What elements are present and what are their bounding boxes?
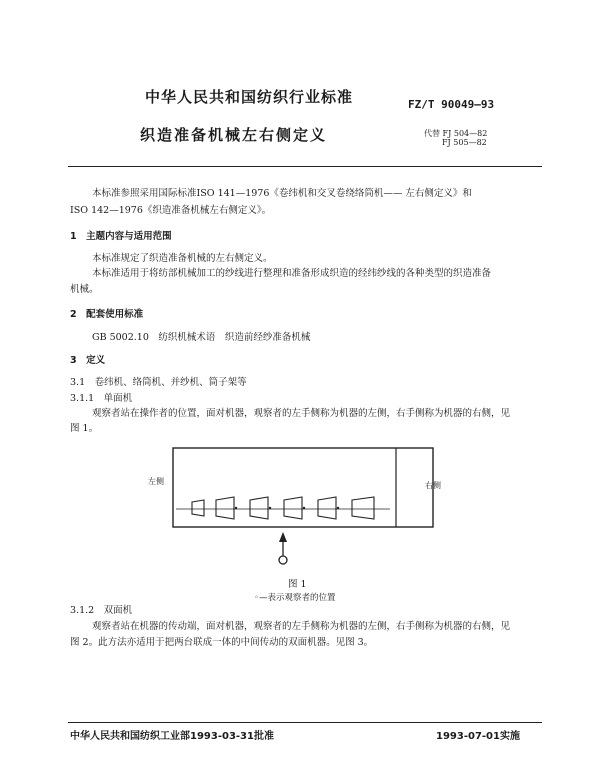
approval-info: 中华人民共和国纺织工业部1993-03-31批准 [70, 731, 274, 742]
section-2-reference: GB 5002.10 纺织机械术语 织造前经纱准备机械 [92, 332, 311, 343]
section-3-1-1-line-1: 观察者站在操作者的位置，面对机器，观察者的左手侧称为机器的左侧，右手侧称为机器的右侧，见 [92, 408, 511, 419]
section-1-para-2-line-2: 机械。 [70, 284, 99, 295]
intro-line-2: ISO 142—1976《织造准备机械左右侧定义》。 [70, 205, 272, 216]
intro-line-1: 本标准参照采用国际标准ISO 141—1976《卷纬机和交叉卷绕络筒机—— 左右侧定义》和 [92, 188, 472, 199]
figure-1-caption: 图 1 [288, 579, 307, 590]
bobbin-5 [318, 497, 336, 519]
machine-frame [173, 448, 433, 527]
bobbin-3 [250, 497, 268, 519]
figure-1-legend: ◦—表示观察者的位置 [254, 593, 336, 603]
observer-arrow-head [279, 532, 287, 542]
right-side-label: 右侧 [425, 481, 441, 490]
section-2-heading: 2 配套使用标准 [70, 309, 144, 320]
observer-position-icon [279, 556, 287, 564]
section-3-1-2-heading: 3.1.2 双面机 [70, 605, 133, 616]
standard-type: 中华人民共和国纺织行业标准 [145, 88, 354, 106]
section-3-1-1-line-2: 图 1。 [70, 423, 99, 434]
figure-1-diagram [140, 446, 450, 576]
section-1-para-1: 本标准规定了织造准备机械的左右侧定义。 [92, 253, 273, 264]
footer-divider [68, 722, 542, 723]
section-3-heading: 3 定义 [70, 355, 106, 366]
section-1-para-2-line-1: 本标准适用于将纺部机械加工的纱线进行整理和准备形成织造的经纬纱线的各种类型的织造准备 [92, 268, 492, 279]
replaces-label: 代替 [424, 129, 440, 138]
replaces-item-2: FJ 505—82 [442, 138, 487, 147]
document-title: 织造准备机械左右侧定义 [140, 126, 328, 144]
replaces-item-1: FJ 504—82 [442, 129, 488, 138]
left-side-label: 左侧 [148, 477, 164, 486]
bobbin-4 [284, 497, 302, 519]
section-1-heading: 1 主题内容与适用范围 [70, 231, 172, 242]
bobbin-2 [216, 497, 234, 519]
section-3-1-heading: 3.1 卷纬机、络筒机、并纱机、筒子架等 [70, 377, 247, 388]
bobbin-6 [352, 497, 374, 519]
section-3-1-2-line-2: 图 2。此方法亦适用于把两台联成一体的中间传动的双面机器。见图 3。 [70, 637, 374, 648]
header-divider [68, 166, 542, 167]
effective-date: 1993-07-01实施 [436, 731, 520, 742]
replaces-block [424, 129, 487, 147]
bobbin-1 [192, 500, 204, 516]
section-3-1-2-line-1: 观察者站在机器的传动端，面对机器，观察者的左手侧称为机器的左侧，右手侧称为机器的右侧，见 [92, 621, 511, 632]
standard-code: FZ/T 90049—93 [408, 98, 495, 111]
section-3-1-1-heading: 3.1.1 单面机 [70, 393, 133, 404]
